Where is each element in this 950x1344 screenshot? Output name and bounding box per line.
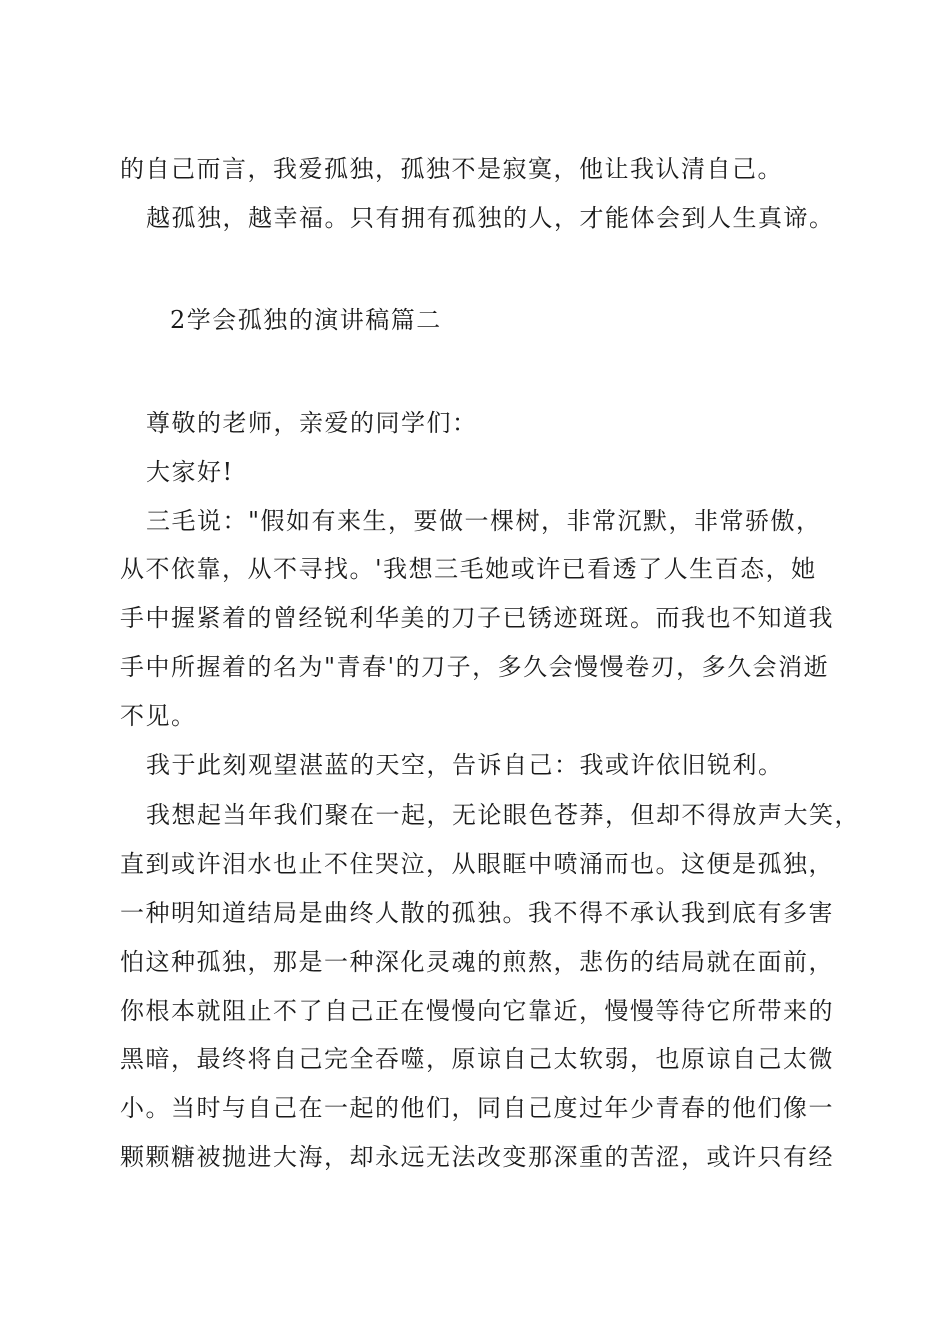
body-text-line: 不见。 [120, 702, 197, 730]
body-text-line: 的自己而言，我爱孤独，孤独不是寂寞，他让我认清自己。 [120, 155, 783, 183]
body-text-line: 越孤独，越幸福。只有拥有孤独的人，才能体会到人生真谛。 [146, 204, 835, 232]
body-text-line: 黑暗，最终将自己完全吞噬，原谅自己太软弱，也原谅自己太微 [120, 1045, 834, 1073]
body-text-line: 三毛说："假如有来生，要做一棵树，非常沉默，非常骄傲， [146, 507, 822, 535]
body-text-line: 怕这种孤独，那是一种深化灵魂的煎熬，悲伤的结局就在面前， [120, 948, 834, 976]
body-text-line: 手中所握着的名为"青春'的刀子，多久会慢慢卷刃，多久会消逝 [120, 653, 830, 681]
body-text-line: 你根本就阻止不了自己正在慢慢向它靠近，慢慢等待它所带来的 [120, 997, 834, 1025]
greeting: 大家好! [146, 458, 234, 486]
body-text-line: 从不依靠，从不寻找。'我想三毛她或许已看透了人生百态，她 [120, 555, 817, 583]
body-text-line: 手中握紧着的曾经锐利华美的刀子已锈迹斑斑。而我也不知道我 [120, 604, 834, 632]
body-text-line: 我想起当年我们聚在一起，无论眼色苍莽，但却不得放声大笑， [146, 801, 860, 829]
body-text-line: 颗颗糖被抛进大海，却永远无法改变那深重的苦涩，或许只有经 [120, 1143, 834, 1171]
body-text-line: 一种明知道结局是曲终人散的孤独。我不得不承认我到底有多害 [120, 899, 834, 927]
salutation: 尊敬的老师，亲爱的同学们： [146, 409, 478, 437]
body-text-line: 直到或许泪水也止不住哭泣，从眼眶中喷涌而也。这便是孤独， [120, 850, 834, 878]
body-text-line: 小。当时与自己在一起的他们，同自己度过年少青春的他们像一 [120, 1094, 834, 1122]
body-text-line: 我于此刻观望湛蓝的天空，告诉自己：我或许依旧锐利。 [146, 751, 784, 779]
section-heading: 2学会孤独的演讲稿篇二 [170, 306, 442, 334]
